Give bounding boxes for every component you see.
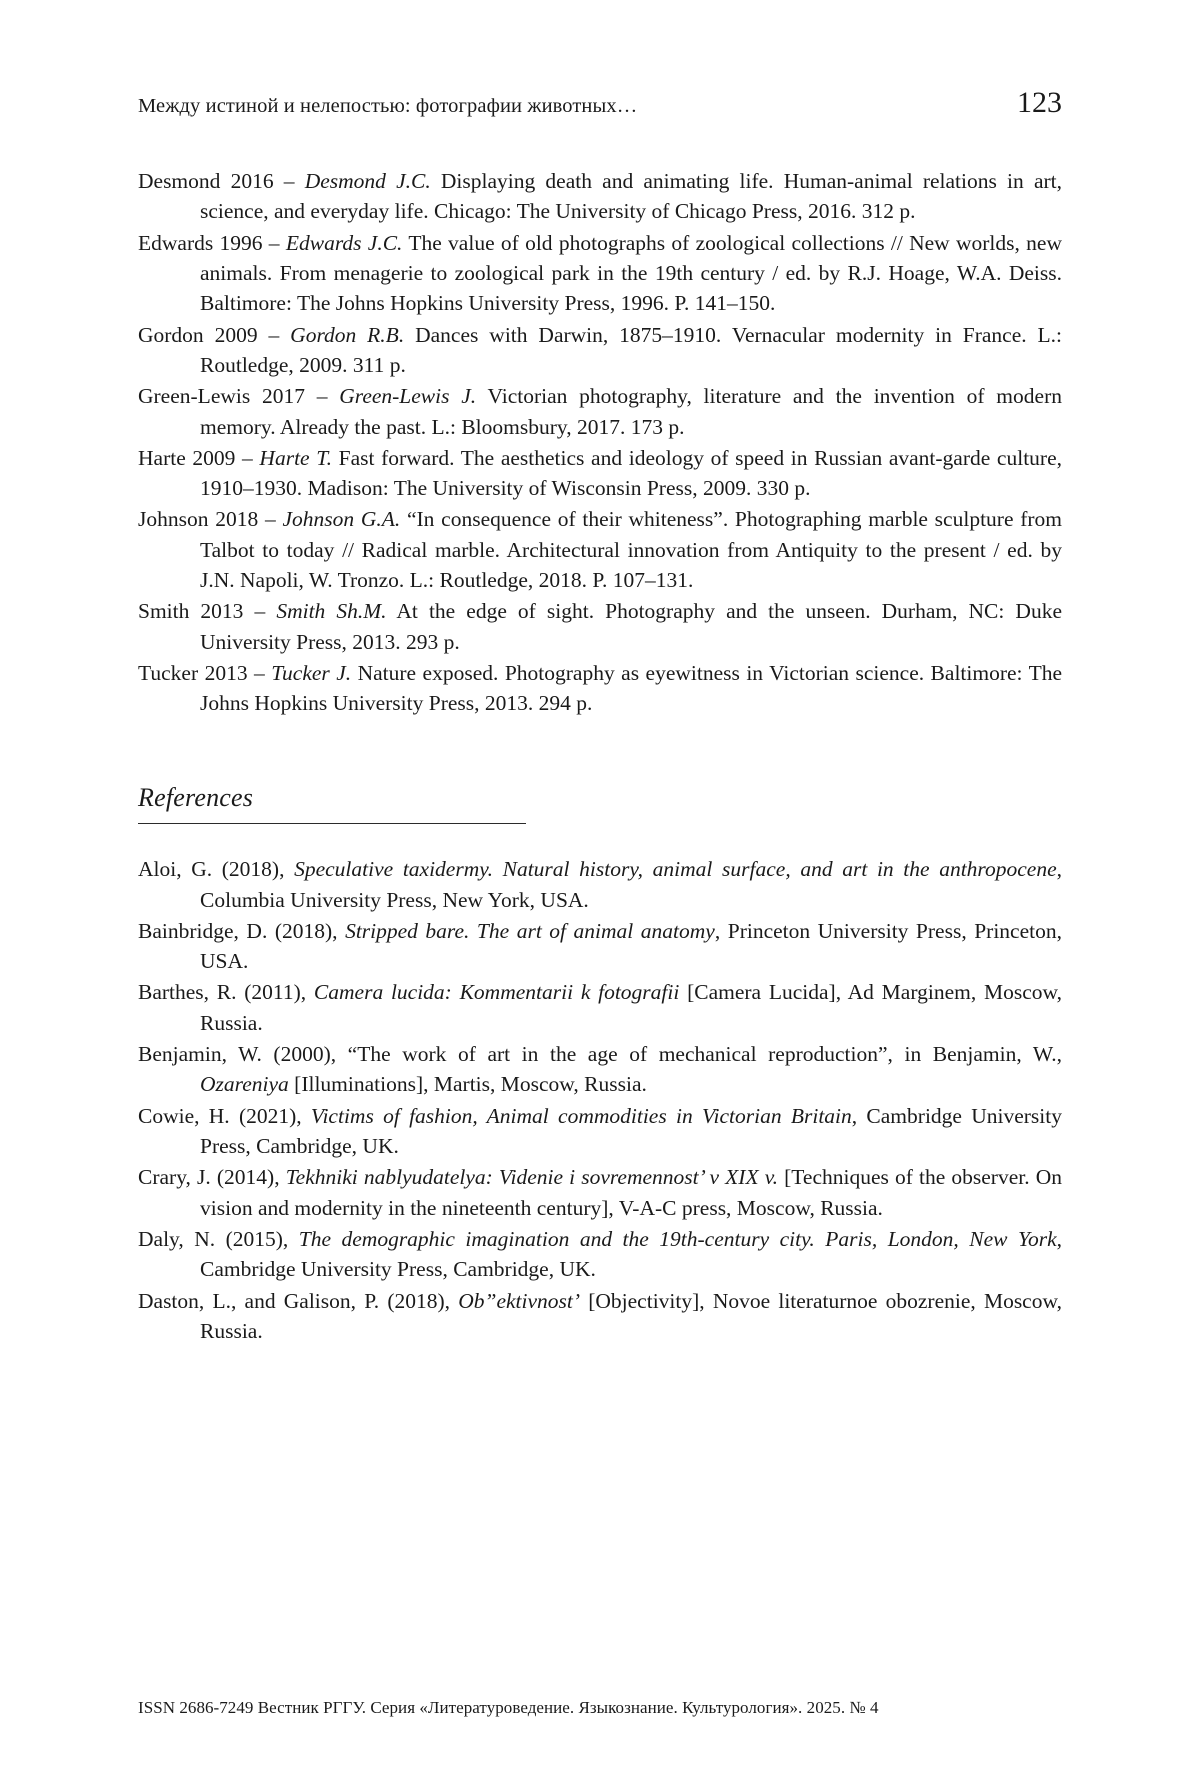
page-number: 123 [1017,86,1062,119]
running-head [138,86,1062,120]
bibliography-entry: Harte 2009 – Harte T. Fast forward. The aesthetics and ideology of speed in Russian avant-garde culture, 1910–1930. Madison: The University of Wisconsin Press, 2009. 330 p. [138,445,1062,501]
bibliography-list [138,166,1062,719]
bibliography-entry: Gordon 2009 – Gordon R.B. Dances with Darwin, 1875–1910. Vernacular modernity in France. L.: Routledge, 2009. 311 p. [138,322,1063,377]
references-list [138,854,1062,1346]
bibliography-entry: Desmond 2016 – Desmond J.C. Displaying death and animating life. Human-animal relations in art, science, and everyday life. Chicago: The University of Chicago Press, 2016. 312 p. [138,169,1062,224]
reference-entry: Barthes, R. (2011), Camera lucida: Kommentarii k fotografii [Camera Lucida], Ad Marginem, Moscow, Russia. [138,980,1062,1035]
reference-entry: Bainbridge, D. (2018), Stripped bare. The art of animal anatomy, Princeton University Press, Princeton, USA. [138,918,1062,974]
references-rule [138,823,526,825]
reference-entry: Aloi, G. (2018), Speculative taxidermy. Natural history, animal surface, and art in the anthropocene, Columbia University Press, New York, USA. [138,857,1062,912]
reference-entry: Crary, J. (2014), Tekhniki nablyudatelya: Videnie i sovremennost’ v XIX v. [Techniques of the observer. On vision and modernity in the nineteenth century], V-A-C press, Moscow, Russia. [138,1165,1062,1220]
reference-entry: Daston, L., and Galison, P. (2018), Ob”ektivnost’ [Objectivity], Novoe literaturnoe obozrenie, Moscow, Russia. [138,1288,1062,1343]
footer: ISSN 2686-7249 Вестник РГГУ. Серия «Литературоведение. Языкознание. Культурология». 2025. № 4 [138,1698,879,1717]
running-head-title: Между истиной и нелепостью: фотографии животных… [138,95,638,117]
bibliography-entry: Edwards 1996 – Edwards J.C. The value of old photographs of zoological collections // New worlds, new animals. From menagerie to zoological park in the 19th century / ed. by R.J. Hoage, W.A. Deiss. Baltimore: The Johns Hopkins University Press, 1996. P. 141–150. [138,230,1063,316]
references-title: References [138,782,254,812]
bibliography-entry: Tucker 2013 – Tucker J. Nature exposed. Photography as eyewitness in Victorian science. Baltimore: The Johns Hopkins University Press, 2013. 294 p. [138,661,1063,716]
reference-entry: Daly, N. (2015), The demographic imagination and the 19th-century city. Paris, London, New York, Cambridge University Press, Cambridge, UK. [138,1226,1062,1282]
bibliography-entry: Johnson 2018 – Johnson G.A. “In consequence of their whiteness”. Photographing marble sculpture from Talbot to today // Radical marble. Architectural innovation from Antiquity to the present / ed. by J.N. Napoli, W. Tronzo. L.: Routledge, 2018. P. 107–131. [138,507,1063,593]
reference-entry: Cowie, H. (2021), Victims of fashion, Animal commodities in Victorian Britain, Cambridge University Press, Cambridge, UK. [138,1103,1062,1159]
reference-entry: Benjamin, W. (2000), “The work of art in the age of mechanical reproduction”, in Benjamin, W., Ozareniya [Illuminations], Martis, Moscow, Russia. [138,1042,1062,1097]
bibliography-entry: Green-Lewis 2017 – Green-Lewis J. Victorian photography, literature and the invention of modern memory. Already the past. L.: Bloomsbury, 2017. 173 p. [138,384,1062,439]
bibliography-entry: Smith 2013 – Smith Sh.M. At the edge of sight. Photography and the unseen. Durham, NC: Duke University Press, 2013. 293 p. [138,599,1062,654]
references-heading [138,783,1062,825]
